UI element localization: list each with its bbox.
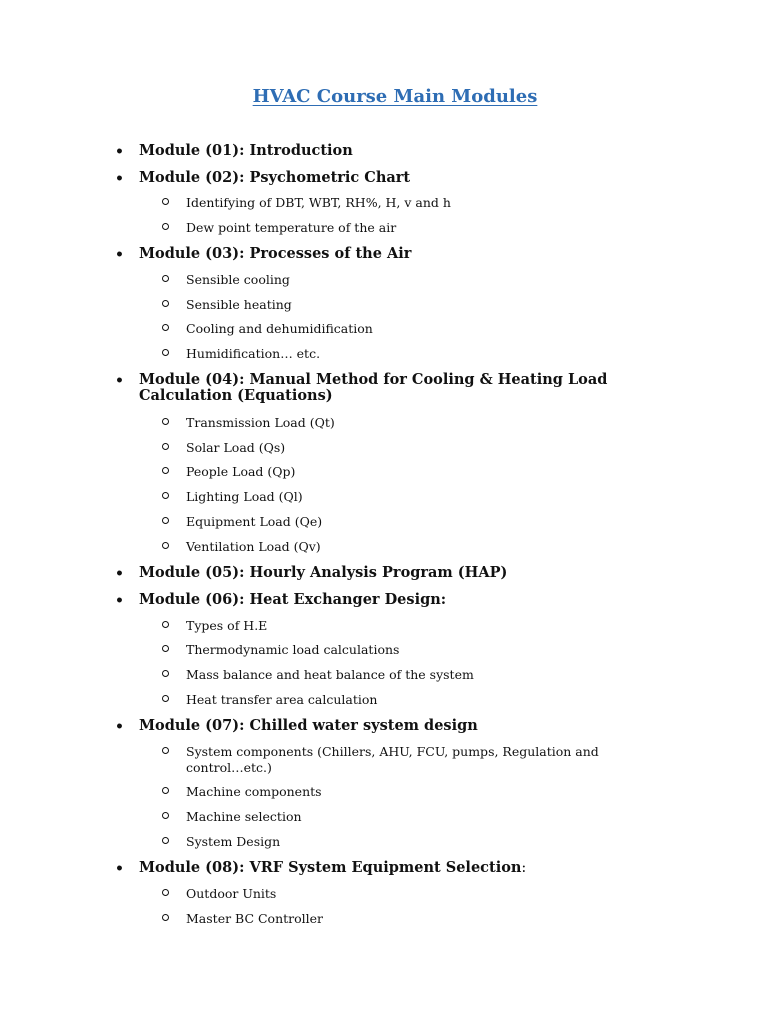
bullet-icon: • — [115, 373, 124, 389]
circle-bullet-icon — [162, 914, 169, 921]
bullet-icon: • — [115, 247, 124, 263]
list-item — [162, 809, 612, 825]
module-07 — [115, 718, 635, 734]
circle-bullet-icon — [162, 198, 169, 205]
list-item — [162, 195, 612, 211]
list-item-text: Mass balance and heat balance of the system — [186, 667, 474, 682]
list-item-text: Master BC Controller — [186, 911, 324, 926]
list-item-text: Humidification… etc. — [186, 346, 321, 361]
circle-bullet-icon — [162, 443, 169, 450]
list-item-text: Machine selection — [186, 809, 302, 824]
circle-bullet-icon — [162, 645, 169, 652]
list-item — [162, 539, 612, 555]
list-item-text: Solar Load (Qs) — [186, 440, 286, 455]
list-item — [162, 440, 612, 456]
list-item — [162, 415, 612, 431]
circle-bullet-icon — [162, 695, 169, 702]
bullet-icon: • — [115, 719, 124, 735]
module-02-heading: Module (02): Psychometric Chart — [139, 169, 411, 186]
list-item — [162, 220, 612, 236]
circle-bullet-icon — [162, 621, 169, 628]
list-item-text: System components (Chillers, AHU, FCU, pumps, Regulation and control…etc.) — [186, 744, 599, 775]
list-item — [162, 642, 612, 658]
list-item — [162, 886, 612, 902]
list-item-text: Types of H.E — [186, 618, 268, 633]
list-item — [162, 744, 612, 776]
list-item-text: System Design — [186, 834, 281, 849]
module-08-heading: Module (08): VRF System Equipment Selection — [139, 859, 522, 876]
list-item — [162, 911, 612, 927]
list-item — [162, 834, 612, 850]
circle-bullet-icon — [162, 223, 169, 230]
module-02 — [115, 170, 635, 186]
list-item-text: Sensible heating — [186, 297, 292, 312]
circle-bullet-icon — [162, 349, 169, 356]
circle-bullet-icon — [162, 418, 169, 425]
list-item — [162, 692, 612, 708]
list-item-text: Cooling and dehumidification — [186, 321, 373, 336]
module-01 — [115, 143, 635, 159]
circle-bullet-icon — [162, 812, 169, 819]
module-04-heading: Module (04): Manual Method for Cooling & Heating Load Calculation (Equations) — [139, 371, 608, 404]
bullet-icon: • — [115, 566, 124, 582]
list-item-text: Sensible cooling — [186, 272, 290, 287]
list-item-text: Equipment Load (Qe) — [186, 514, 323, 529]
list-item-text: People Load (Qp) — [186, 464, 296, 479]
module-08 — [115, 860, 635, 876]
module-08-heading-line — [139, 860, 635, 876]
list-item — [162, 272, 612, 288]
list-item-text: Ventilation Load (Qv) — [186, 539, 321, 554]
list-item — [162, 784, 612, 800]
module-08-heading-suffix: : — [521, 860, 527, 876]
circle-bullet-icon — [162, 492, 169, 499]
list-item-text: Outdoor Units — [186, 886, 277, 901]
bullet-icon: • — [115, 861, 124, 877]
list-item — [162, 297, 612, 313]
circle-bullet-icon — [162, 467, 169, 474]
circle-bullet-icon — [162, 300, 169, 307]
list-item — [162, 346, 612, 362]
module-05 — [115, 565, 635, 581]
list-item-text: Transmission Load (Qt) — [186, 415, 335, 430]
list-item — [162, 464, 612, 480]
list-item-text: Heat transfer area calculation — [186, 692, 378, 707]
list-item-text: Machine components — [186, 784, 322, 799]
module-06 — [115, 592, 635, 608]
circle-bullet-icon — [162, 275, 169, 282]
list-item-text: Dew point temperature of the air — [186, 220, 397, 235]
bullet-icon: • — [115, 171, 124, 187]
module-04 — [115, 372, 635, 404]
list-item — [162, 321, 612, 337]
list-item — [162, 489, 612, 505]
circle-bullet-icon — [162, 324, 169, 331]
document-title: HVAC Course Main Modules — [252, 86, 538, 107]
module-03 — [115, 246, 635, 262]
module-07-heading: Module (07): Chilled water system design — [139, 717, 478, 734]
module-01-heading: Module (01): Introduction — [139, 142, 353, 159]
circle-bullet-icon — [162, 670, 169, 677]
circle-bullet-icon — [162, 837, 169, 844]
list-item — [162, 618, 612, 634]
list-item-text: Identifying of DBT, WBT, RH%, H, v and h — [186, 195, 451, 210]
circle-bullet-icon — [162, 542, 169, 549]
module-05-heading: Module (05): Hourly Analysis Program (HAP) — [139, 564, 508, 581]
circle-bullet-icon — [162, 787, 169, 794]
list-item-text: Lighting Load (Ql) — [186, 489, 303, 504]
list-item — [162, 667, 612, 683]
list-item — [162, 514, 612, 530]
module-03-heading: Module (03): Processes of the Air — [139, 245, 412, 262]
bullet-icon: • — [115, 593, 124, 609]
circle-bullet-icon — [162, 517, 169, 524]
list-item-text: Thermodynamic load calculations — [186, 642, 400, 657]
module-06-heading: Module (06): Heat Exchanger Design: — [139, 591, 447, 608]
circle-bullet-icon — [162, 747, 169, 754]
circle-bullet-icon — [162, 889, 169, 896]
bullet-icon: • — [115, 144, 124, 160]
